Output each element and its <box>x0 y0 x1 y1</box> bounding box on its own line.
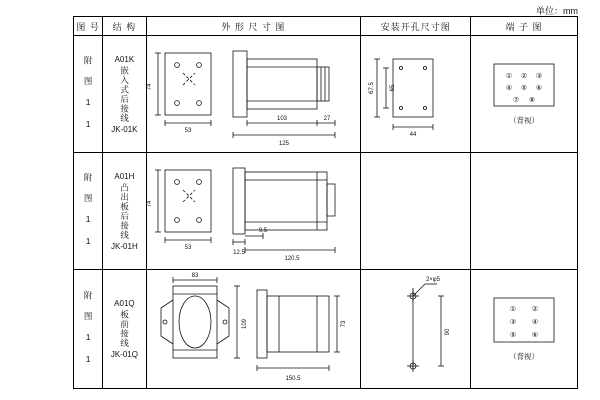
dim-label: 2×φ5 <box>426 277 441 283</box>
structure-code-top-2: A01H <box>114 171 135 181</box>
dim-label: 120.5 <box>284 256 300 262</box>
structure-cell-1 <box>103 36 146 153</box>
terminal-number: ② <box>520 72 528 80</box>
outline-drawing-2 <box>147 154 357 268</box>
dim-label: 9.5 <box>258 228 267 234</box>
structure-text-3: 板前接线 <box>119 310 130 348</box>
terminal-number: ④ <box>531 318 539 326</box>
terminal-cell-3 <box>471 270 578 389</box>
outline-drawing-cell-2 <box>146 153 361 270</box>
terminal-cell-2 <box>471 153 578 270</box>
dim-label: 65 <box>390 84 397 92</box>
dim-label: 53 <box>184 128 191 134</box>
structure-text-1: 嵌入式后接线 <box>119 65 130 123</box>
table-row <box>74 36 578 153</box>
hole-drawing-cell-3 <box>361 270 471 389</box>
dim-label: 125 <box>278 141 289 147</box>
structure-code-top-3: A01Q <box>114 299 135 308</box>
fig-no-cell-1 <box>74 36 103 153</box>
header-fig-no: 图 号 <box>74 17 103 36</box>
hole-drawing-cell-2 <box>361 153 471 270</box>
outline-drawing-1 <box>147 37 357 151</box>
dim-label: 27 <box>323 116 330 122</box>
structure-cell-3 <box>103 270 146 389</box>
table-row <box>74 270 578 389</box>
terminal-diagram-1 <box>493 63 555 107</box>
unit-note: 单位：mm <box>536 6 578 16</box>
terminal-number: ⑤ <box>520 84 528 92</box>
outline-drawing-cell-1 <box>146 36 361 153</box>
dim-label: 74 <box>146 83 153 91</box>
dim-label: 12.5 <box>232 250 245 256</box>
structure-code-bottom-3: JK-01Q <box>110 350 138 359</box>
terminal-number: ⑤ <box>509 331 517 339</box>
terminal-number: ⑧ <box>528 96 536 104</box>
terminal-number: ③ <box>509 318 517 326</box>
dim-label: 44 <box>409 132 417 138</box>
outline-drawing-cell-3 <box>146 270 361 389</box>
terminal-number: ① <box>509 305 517 313</box>
structure-code-bottom-2: JK-01H <box>111 241 138 251</box>
dim-label: 73 <box>340 320 347 328</box>
structure-cell-2 <box>103 153 146 270</box>
header-outline-dims: 外 形 尺 寸 图 <box>146 17 361 36</box>
dim-label: 67.5 <box>369 82 376 94</box>
hole-drawing-3 <box>361 270 467 388</box>
fig-no-label-2: 附 图 1 1 <box>83 173 94 247</box>
terminal-note-3: （背视） <box>509 351 540 361</box>
header-hole-dims: 安装开孔尺寸图 <box>361 17 471 36</box>
terminal-number: ③ <box>535 72 543 80</box>
dim-label: 150.5 <box>285 376 301 382</box>
hole-drawing-cell-1 <box>361 36 471 153</box>
table-header-row <box>74 17 578 36</box>
structure-code-bottom-1: JK-01K <box>111 124 138 134</box>
fig-no-label-3: 附 图 1 1 <box>83 291 94 365</box>
outline-drawing-3 <box>147 270 357 388</box>
terminal-diagram-3 <box>493 297 555 343</box>
dim-label: 83 <box>191 273 198 279</box>
terminal-number: ⑥ <box>531 331 539 339</box>
fig-no-label-1: 附 图 1 1 <box>83 56 94 130</box>
terminal-cell-1 <box>471 36 578 153</box>
dim-label: 103 <box>276 116 287 122</box>
dimension-table <box>73 16 578 389</box>
header-structure: 结 构 <box>103 17 146 36</box>
fig-no-cell-3 <box>74 270 103 389</box>
dim-label: 74 <box>146 200 153 208</box>
structure-text-2: 凸出板后接线 <box>119 182 130 240</box>
dim-label: 90 <box>445 328 452 336</box>
table-row <box>74 153 578 270</box>
terminal-number: ⑥ <box>535 84 543 92</box>
hole-drawing-1 <box>361 37 467 151</box>
fig-no-cell-2 <box>74 153 103 270</box>
terminal-number: ① <box>505 72 513 80</box>
terminal-number: ② <box>531 305 539 313</box>
dim-label: 53 <box>184 245 191 251</box>
header-terminal: 端 子 图 <box>471 17 578 36</box>
terminal-note-1: （背视） <box>509 115 540 125</box>
terminal-number: ④ <box>505 84 513 92</box>
structure-code-top-1: A01K <box>114 54 135 64</box>
terminal-number: ⑦ <box>512 96 520 104</box>
dim-label: 109 <box>241 318 248 330</box>
